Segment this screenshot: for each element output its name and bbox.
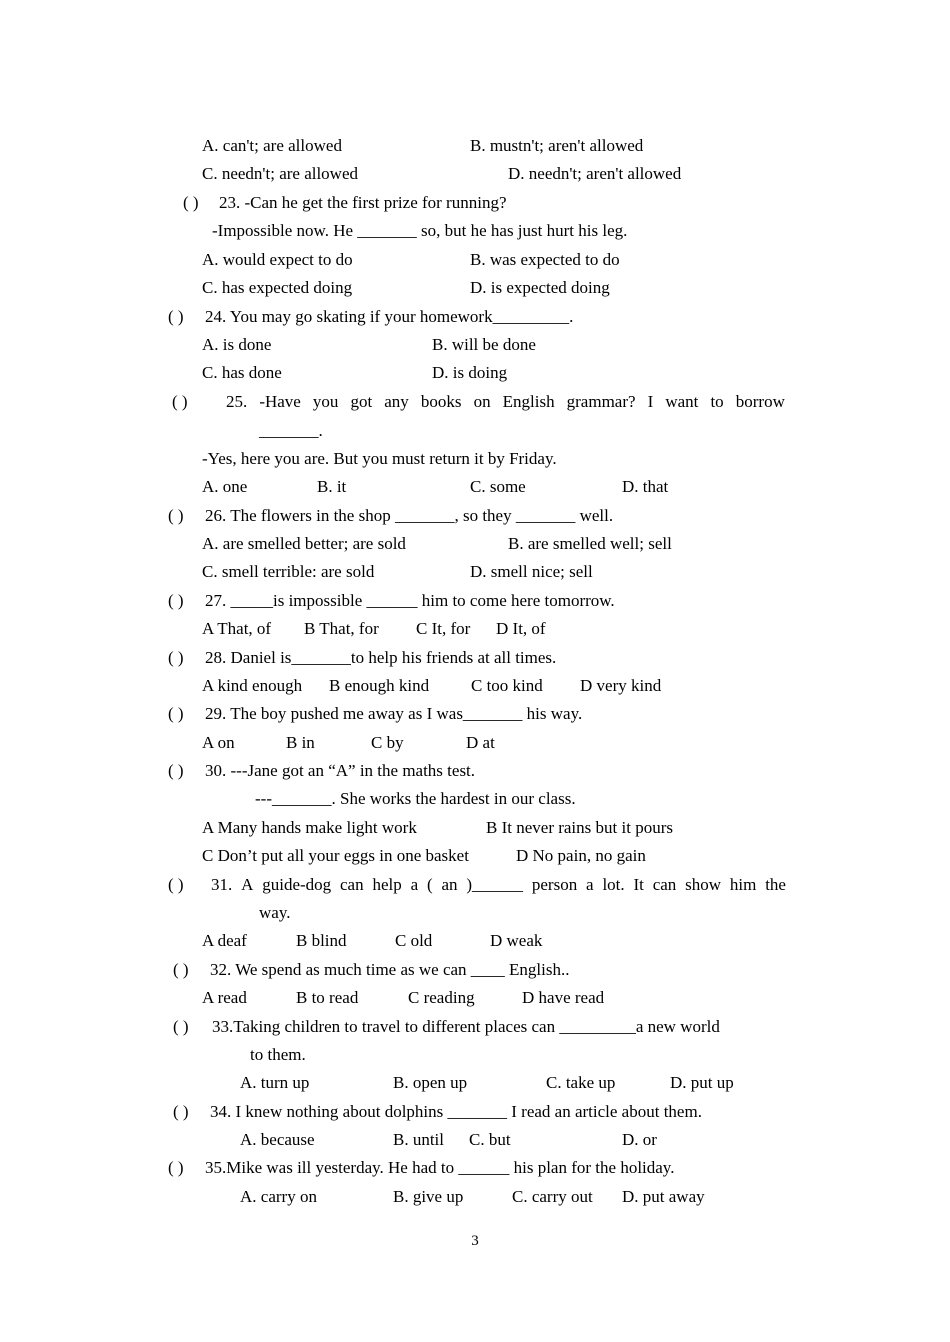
q27-option-b: B That, for (304, 619, 379, 638)
q32-answer-blank[interactable]: ( ) (173, 960, 189, 979)
q25-word: any (384, 392, 409, 411)
q31-word: )______ (466, 875, 524, 894)
q31-word: guide-dog (262, 875, 332, 894)
q31-word: show (685, 875, 722, 894)
q24-option-d: D. is doing (432, 363, 508, 382)
q23-option-b: B. was expected to do (470, 250, 620, 269)
q28-option-b: B enough kind (329, 676, 430, 695)
q27-option-c: C It, for (416, 619, 471, 638)
q31-word: A (241, 875, 254, 894)
q31-stem (211, 875, 786, 895)
q24-answer-blank[interactable]: ( ) (168, 307, 184, 326)
q29-option-a: A on (202, 733, 235, 752)
q30-option-b: B It never rains but it pours (486, 818, 673, 837)
q33-option-b: B. open up (393, 1073, 468, 1092)
q28-option-c: C too kind (471, 676, 543, 695)
q28-option-a: A kind enough (202, 676, 303, 695)
q31-word: a (586, 875, 594, 894)
q29-option-b: B in (286, 733, 315, 752)
q33-continuation: to them. (250, 1045, 306, 1064)
q28-answer-blank[interactable]: ( ) (168, 648, 184, 667)
q33-stem: 33.Taking children to travel to different places can _________a new world (212, 1017, 720, 1036)
q31-word: can (652, 875, 677, 894)
q30-option-a: A Many hands make light work (202, 818, 417, 837)
q26-option-c: C. smell terrible: are sold (202, 562, 375, 581)
q31-option-c: C old (395, 931, 433, 950)
q35-stem: 35.Mike was ill yesterday. He had to ______ his plan for the holiday. (205, 1158, 675, 1177)
q29-option-c: C by (371, 733, 404, 752)
q33-option-c: C. take up (546, 1073, 616, 1092)
q25-word: 25. (226, 392, 248, 411)
q31-word: him (729, 875, 757, 894)
q32-option-b: B to read (296, 988, 359, 1007)
page-number: 3 (471, 1233, 479, 1249)
q27-option-d: D It, of (496, 619, 546, 638)
q25-continuation: _______. (259, 421, 323, 440)
q31-word: an (441, 875, 458, 894)
q26-option-d: D. smell nice; sell (470, 562, 593, 581)
q31-word: a (410, 875, 419, 894)
q30-line2: ---_______. She works the hardest in our class. (255, 789, 576, 808)
q31-word: 31. (211, 875, 233, 894)
q27-option-a: A That, of (202, 619, 272, 638)
q23-option-a: A. would expect to do (202, 250, 353, 269)
q28-stem: 28. Daniel is_______to help his friends at all times. (205, 648, 557, 667)
q23-option-c: C. has expected doing (202, 278, 353, 297)
q29-stem: 29. The boy pushed me away as I was_______ his way. (205, 704, 583, 723)
q25-word: English (502, 392, 555, 411)
q26-option-a: A. are smelled better; are sold (202, 534, 406, 553)
q25-word: want (665, 392, 699, 411)
q33-option-d: D. put up (670, 1073, 734, 1092)
q30-stem: 30. ---Jane got an “A” in the maths test. (205, 761, 476, 780)
q24-option-a: A. is done (202, 335, 272, 354)
q23-stem: 23. -Can he get the first prize for running? (219, 193, 507, 212)
q25-word: I (647, 392, 654, 411)
q24-option-c: C. has done (202, 363, 282, 382)
q25-option-d: D. that (622, 477, 669, 496)
q29-option-d: D at (466, 733, 495, 752)
q27-answer-blank[interactable]: ( ) (168, 591, 184, 610)
q29-answer-blank[interactable]: ( ) (168, 704, 184, 723)
q34-answer-blank[interactable]: ( ) (173, 1102, 189, 1121)
q25-word: borrow (735, 392, 785, 411)
q25-option-a: A. one (202, 477, 248, 496)
q31-continuation: way. (259, 903, 291, 922)
q25-word: books (420, 392, 462, 411)
q34-option-a: A. because (240, 1130, 315, 1149)
q31-option-d: D weak (490, 931, 543, 950)
q34-stem: 34. I knew nothing about dolphins _______ I read an article about them. (210, 1102, 702, 1121)
q31-word: person (531, 875, 578, 894)
q31-option-b: B blind (296, 931, 347, 950)
q31-word: can (340, 875, 364, 894)
q32-option-c: C reading (408, 988, 475, 1007)
q23-line2: -Impossible now. He _______ so, but he has just hurt his leg. (212, 221, 628, 240)
q22-option-d: D. needn't; aren't allowed (508, 164, 682, 183)
q31-word: ( (426, 875, 433, 894)
q35-option-c: C. carry out (512, 1187, 593, 1206)
q32-option-d: D have read (522, 988, 605, 1007)
q25-word: to (710, 392, 724, 411)
q22-option-b: B. mustn't; aren't allowed (470, 136, 644, 155)
q33-answer-blank[interactable]: ( ) (173, 1017, 189, 1036)
q34-option-d: D. or (622, 1130, 657, 1149)
q34-option-b: B. until (393, 1130, 445, 1149)
q32-stem: 32. We spend as much time as we can ____ English.. (210, 960, 570, 979)
q24-option-b: B. will be done (432, 335, 536, 354)
q25-word: -Have (259, 392, 301, 411)
q30-option-c: C Don’t put all your eggs in one basket (202, 846, 469, 865)
q25-option-b: B. it (317, 477, 347, 496)
q35-answer-blank[interactable]: ( ) (168, 1158, 184, 1177)
q31-word: lot. (602, 875, 625, 894)
q31-answer-blank[interactable]: ( ) (168, 875, 184, 894)
q30-answer-blank[interactable]: ( ) (168, 761, 184, 780)
q25-option-c: C. some (470, 477, 526, 496)
q23-answer-blank[interactable]: ( ) (183, 193, 199, 212)
q34-option-c: C. but (469, 1130, 511, 1149)
q25-word: you (312, 392, 339, 411)
q28-option-d: D very kind (580, 676, 662, 695)
q25-word: on (473, 392, 491, 411)
q25-word: grammar? (566, 392, 636, 411)
q31-word: the (765, 875, 786, 894)
q24-stem: 24. You may go skating if your homework_________. (205, 307, 574, 326)
q31-word: It (633, 875, 644, 894)
q22-option-a: A. can't; are allowed (202, 136, 342, 155)
q23-option-d: D. is expected doing (470, 278, 610, 297)
q35-option-b: B. give up (393, 1187, 464, 1206)
q26-option-b: B. are smelled well; sell (508, 534, 672, 553)
q25-stem (226, 392, 785, 412)
q22-option-c: C. needn't; are allowed (202, 164, 359, 183)
q35-option-a: A. carry on (240, 1187, 317, 1206)
q25-answer-blank[interactable]: ( ) (172, 392, 188, 411)
q25-line2: -Yes, here you are. But you must return it by Friday. (202, 449, 557, 468)
q35-option-d: D. put away (622, 1187, 705, 1206)
q25-word: got (350, 392, 373, 411)
q30-option-d: D No pain, no gain (516, 846, 646, 865)
q33-option-a: A. turn up (240, 1073, 310, 1092)
q26-answer-blank[interactable]: ( ) (168, 506, 184, 525)
q26-stem: 26. The flowers in the shop _______, so they _______ well. (205, 506, 614, 525)
q32-option-a: A read (202, 988, 247, 1007)
q27-stem: 27. _____is impossible ______ him to come here tomorrow. (205, 591, 615, 610)
q31-word: help (372, 875, 402, 894)
q31-option-a: A deaf (202, 931, 247, 950)
